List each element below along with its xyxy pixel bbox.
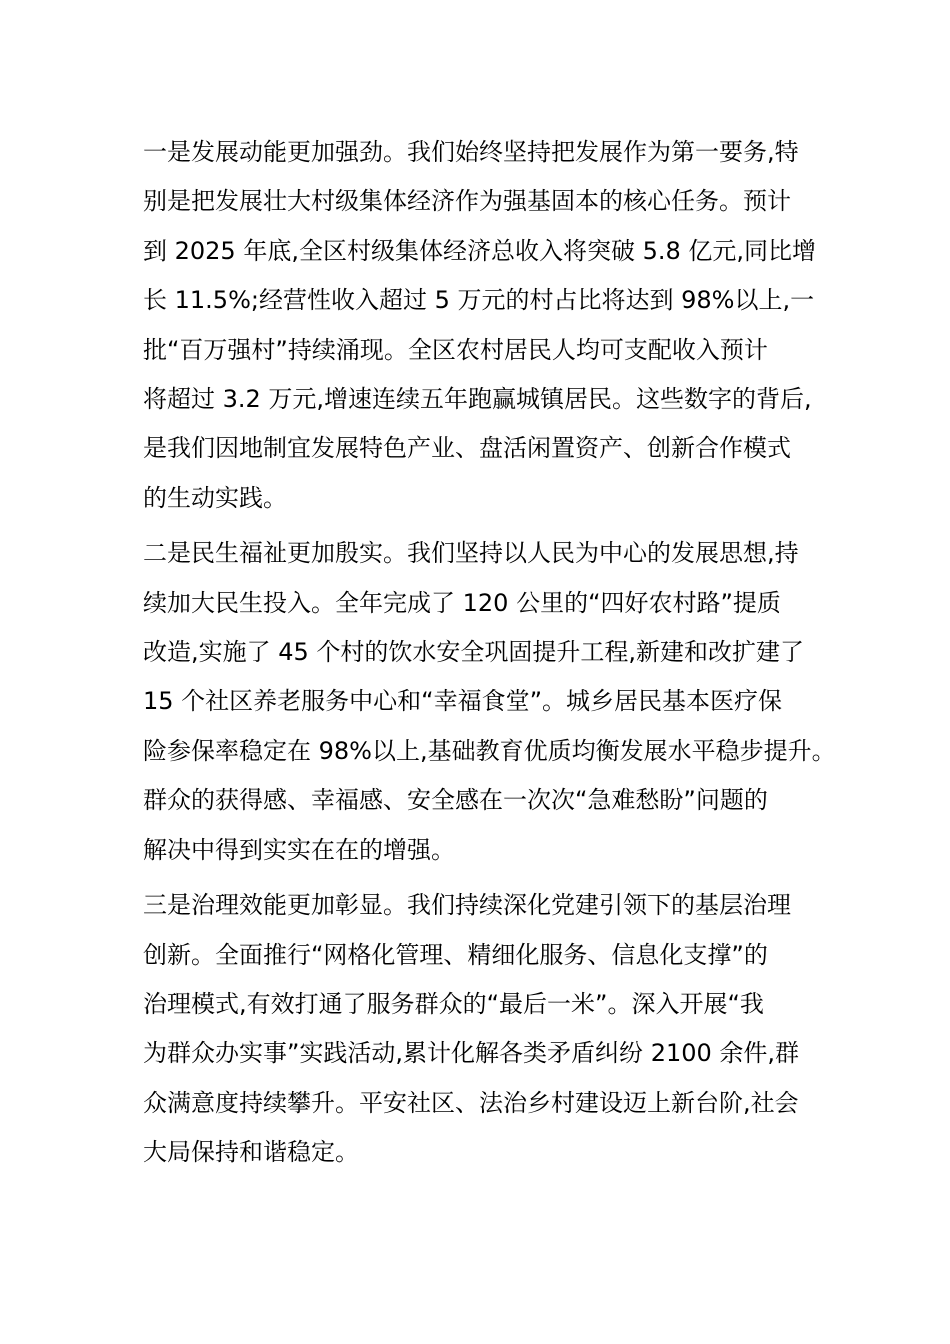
text-line: 是我们因地制宜发展特色产业、盘活闲置资产、创新合作模式: [143, 434, 791, 463]
text-line: 到 2025 年底,全区村级集体经济总收入将突破 5.8 亿元,同比增: [143, 236, 817, 265]
text-line: 续加大民生投入。全年完成了 120 公里的“四好农村路”提质: [143, 588, 781, 617]
text-line: 三是治理效能更加彰显。我们持续深化党建引领下的基层治理: [143, 891, 791, 920]
text-line: 别是把发展壮大村级集体经济作为强基固本的核心任务。预计: [143, 187, 791, 216]
text-line: 15 个社区养老服务中心和“幸福食堂”。城乡居民基本医疗保: [143, 687, 783, 716]
text-line: 批“百万强村”持续涌现。全区农村居民人均可支配收入预计: [143, 335, 768, 364]
text-line: 长 11.5%;经营性收入超过 5 万元的村占比将达到 98%以上,一: [143, 286, 815, 315]
text-line: 解决中得到实实在在的增强。: [143, 835, 455, 864]
document-body: [143, 128, 843, 1184]
text-line: 改造,实施了 45 个村的饮水安全巩固提升工程,新建和改扩建了: [143, 638, 805, 667]
text-line: 治理模式,有效打通了服务群众的“最后一米”。深入开展“我: [143, 989, 764, 1018]
text-line: 一是发展动能更加强劲。我们始终坚持把发展作为第一要务,特: [143, 138, 799, 166]
text-line: 将超过 3.2 万元,增速连续五年跑赢城镇居民。这些数字的背后,: [143, 385, 812, 414]
text-line: 的生动实践。: [143, 483, 287, 512]
text-line: 二是民生福祉更加殷实。我们坚持以人民为中心的发展思想,持: [143, 539, 799, 568]
text-line: 群众的获得感、幸福感、安全感在一次次“急难愁盼”问题的: [143, 786, 768, 815]
paragraph-development: [143, 128, 843, 523]
paragraph-livelihood: [143, 529, 843, 875]
text-line: 创新。全面推行“网格化管理、精细化服务、信息化支撑”的: [143, 940, 768, 969]
text-line: 为群众办实事”实践活动,累计化解各类矛盾纠纷 2100 余件,群: [143, 1039, 800, 1068]
text-line: 大局保持和谐稳定。: [143, 1138, 359, 1167]
paragraph-governance: [143, 881, 843, 1177]
text-line: 众满意度持续攀升。平安社区、法治乡村建设迈上新台阶,社会: [143, 1088, 799, 1117]
text-line: 险参保率稳定在 98%以上,基础教育优质均衡发展水平稳步提升。: [143, 736, 836, 765]
